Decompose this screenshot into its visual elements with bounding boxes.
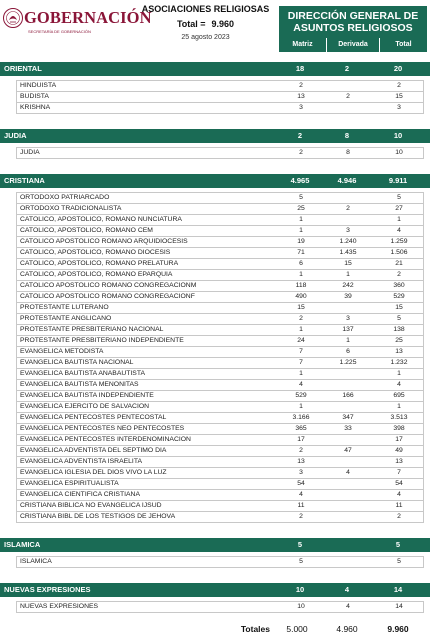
row-matriz: 7 (299, 359, 303, 366)
row-total: 13 (395, 348, 403, 355)
section-name: ORIENTAL (4, 64, 42, 73)
table-row (17, 81, 423, 92)
table-row (17, 148, 423, 159)
row-total: 27 (395, 205, 403, 212)
totals-derivada: 4.960 (336, 624, 358, 634)
table-row (17, 512, 423, 523)
row-matriz: 2 (299, 315, 303, 322)
row-total: 1 (397, 216, 401, 223)
row-total: 398 (393, 425, 405, 432)
totals-matriz: 5.000 (286, 624, 308, 634)
row-total: 4 (397, 491, 401, 498)
row-matriz: 118 (295, 282, 307, 289)
section-header (0, 129, 430, 143)
table-row (17, 413, 423, 424)
row-name: CATOLICO APOSTOLICO ROMANO ARQUIDIOCESIS (20, 238, 188, 245)
row-matriz: 3.166 (292, 414, 310, 421)
row-total: 4 (397, 227, 401, 234)
table-row (17, 103, 423, 114)
row-matriz: 11 (297, 502, 305, 509)
row-name: EVANGELICA IGLESIA DEL DIOS VIVO LA LUZ (20, 469, 167, 476)
table-row (17, 237, 423, 248)
table-row (17, 457, 423, 468)
row-matriz: 19 (297, 238, 305, 245)
table-row (17, 259, 423, 270)
row-matriz: 2 (299, 447, 303, 454)
row-total: 2 (397, 271, 401, 278)
row-derivada: 3 (346, 227, 350, 234)
row-derivada: 1.240 (339, 238, 357, 245)
row-matriz: 1 (299, 227, 303, 234)
direction-line-2: ASUNTOS RELIGIOSOS (293, 22, 413, 34)
row-matriz: 529 (295, 392, 307, 399)
row-derivada: 1.435 (339, 249, 357, 256)
row-derivada: 47 (344, 447, 352, 454)
row-total: 17 (395, 436, 403, 443)
logo-subtitle: SECRETARÍA DE GOBERNACIÓN (28, 29, 91, 34)
table-row (17, 369, 423, 380)
row-total: 5 (397, 315, 401, 322)
row-name: CRISTIANA BIBL DE LOS TESTIGOS DE JEHOVA (20, 513, 176, 520)
table-row (17, 380, 423, 391)
table-row (17, 336, 423, 347)
section-total: 5 (395, 540, 401, 549)
table-row (17, 446, 423, 457)
row-total: 15 (395, 93, 403, 100)
row-matriz: 5 (299, 194, 303, 201)
table-row (17, 479, 423, 490)
row-total: 2 (397, 513, 401, 520)
row-name: PROTESTANTE PRESBITERIANO INDEPENDIENTE (20, 337, 184, 344)
section-judia (0, 129, 430, 159)
row-name: EVANGELICA ADVENTISTA DEL SEPTIMO DIA (20, 447, 167, 454)
row-total: 11 (395, 502, 403, 509)
totals-total: 9.960 (387, 624, 409, 634)
row-total: 4 (397, 381, 401, 388)
row-matriz: 71 (297, 249, 305, 256)
table-row (17, 193, 423, 204)
row-total: 25 (395, 337, 403, 344)
row-derivada: 3 (346, 315, 350, 322)
section-derivada: 4.946 (337, 176, 357, 185)
table-row (17, 435, 423, 446)
row-derivada: 2 (346, 205, 350, 212)
row-total: 360 (393, 282, 405, 289)
table-row (17, 92, 423, 103)
section-nuevas-expresiones (0, 583, 430, 613)
row-derivada: 347 (342, 414, 354, 421)
section-name: ISLAMICA (4, 540, 41, 549)
row-total: 3 (397, 104, 401, 111)
row-name: NUEVAS EXPRESIONES (20, 603, 99, 610)
row-name: EVANGELICA ADVENTISTA ISRAELITA (20, 458, 143, 465)
row-name: PROTESTANTE ANGLICANO (20, 315, 112, 322)
row-total: 529 (393, 293, 405, 300)
row-name: EVANGELICA BAUTISTA INDEPENDIENTE (20, 392, 154, 399)
row-name: EVANGELICA EJERCITO DE SALVACION (20, 403, 150, 410)
row-derivada: 39 (344, 293, 352, 300)
totals-row (0, 622, 430, 636)
row-derivada: 2 (346, 93, 350, 100)
section-islamica (0, 538, 430, 568)
row-total: 13 (395, 458, 403, 465)
section-matriz: 18 (295, 64, 305, 73)
totals-label: Totales (240, 624, 270, 634)
section-header (0, 583, 430, 597)
row-name: EVANGELICA ESPIRITUALISTA (20, 480, 119, 487)
eagle-seal-icon (2, 6, 24, 32)
section-rows (16, 556, 424, 568)
row-total: 1.259 (390, 238, 408, 245)
section-total: 9.911 (388, 176, 408, 185)
section-matriz: 5 (297, 540, 303, 549)
row-matriz: 1 (299, 403, 303, 410)
row-matriz: 2 (299, 82, 303, 89)
table-row (17, 281, 423, 292)
row-total: 1.232 (390, 359, 408, 366)
logo-wordmark: GOBERNACIÓN (24, 8, 152, 27)
total-value: 9.960 (211, 19, 235, 29)
section-rows (16, 601, 424, 613)
row-name: EVANGELICA PENTECOSTES NEO PENTECOSTES (20, 425, 185, 432)
row-derivada: 15 (344, 260, 352, 267)
row-name: ISLAMICA (20, 558, 52, 565)
row-name: KRISHNA (20, 104, 51, 111)
row-total: 15 (395, 304, 403, 311)
row-matriz: 1 (299, 370, 303, 377)
section-derivada: 2 (344, 64, 350, 73)
row-matriz: 13 (297, 458, 305, 465)
table-row (17, 391, 423, 402)
report-date: 25 agosto 2023 (181, 34, 230, 41)
table-row (17, 358, 423, 369)
page-header (0, 0, 430, 56)
report-total (138, 19, 273, 29)
row-derivada: 166 (342, 392, 354, 399)
row-name: BUDISTA (20, 93, 49, 100)
row-name: EVANGELICA BAUTISTA ANABAUTISTA (20, 370, 146, 377)
row-matriz: 15 (297, 304, 305, 311)
row-total: 138 (393, 326, 405, 333)
direction-line-1: DIRECCIÓN GENERAL DE (287, 10, 419, 22)
section-matriz: 4.965 (290, 176, 310, 185)
row-name: HINDUISTA (20, 82, 57, 89)
section-matriz: 2 (297, 131, 303, 140)
row-matriz: 17 (297, 436, 305, 443)
row-total: 2 (397, 82, 401, 89)
row-total: 5 (397, 194, 401, 201)
row-name: EVANGELICA CIENTIFICA CRISTIANA (20, 491, 140, 498)
row-matriz: 6 (299, 260, 303, 267)
table-row (17, 424, 423, 435)
table-row (17, 204, 423, 215)
row-matriz: 2 (299, 149, 303, 156)
report-title: ASOCIACIONES RELIGIOSAS (141, 4, 270, 14)
row-name: EVANGELICA BAUTISTA MENONITAS (20, 381, 139, 388)
row-matriz: 490 (295, 293, 307, 300)
row-total: 5 (397, 558, 401, 565)
table-row (17, 557, 423, 568)
section-header (0, 538, 430, 552)
row-derivada: 8 (346, 149, 350, 156)
column-header-matriz: Matriz (279, 38, 326, 52)
section-total: 20 (393, 64, 403, 73)
row-name: CATOLICO, APOSTOLICO, ROMANO CEM (20, 227, 153, 234)
gobernacion-logo (2, 6, 152, 36)
column-header-derivada: Derivada (327, 38, 379, 52)
total-label: Total = (176, 19, 206, 29)
row-total: 49 (395, 447, 403, 454)
row-derivada: 4 (346, 603, 350, 610)
row-name: CATOLICO APOSTOLICO ROMANO CONGREGACIONM (20, 282, 197, 289)
row-name: EVANGELICA PENTECOSTES PENTECOSTAL (20, 414, 167, 421)
section-name: CRISTIANA (4, 176, 45, 185)
table-row (17, 468, 423, 479)
table-row (17, 292, 423, 303)
row-total: 14 (395, 603, 403, 610)
table-row (17, 501, 423, 512)
row-matriz: 13 (297, 93, 305, 100)
row-derivada: 1 (346, 271, 350, 278)
table-row (17, 347, 423, 358)
religion-table (0, 62, 430, 628)
table-row (17, 303, 423, 314)
row-matriz: 10 (297, 603, 305, 610)
table-row (17, 226, 423, 237)
table-row (17, 325, 423, 336)
section-name: JUDIA (4, 131, 27, 140)
row-name: CATOLICO, APOSTOLICO, ROMANO PRELATURA (20, 260, 179, 267)
row-matriz: 3 (299, 104, 303, 111)
table-row (17, 402, 423, 413)
row-matriz: 24 (297, 337, 305, 344)
section-rows (16, 147, 424, 159)
table-row (17, 602, 423, 613)
row-derivada: 4 (346, 469, 350, 476)
row-total: 1.506 (390, 249, 408, 256)
row-total: 695 (393, 392, 405, 399)
row-name: PROTESTANTE LUTERANO (20, 304, 109, 311)
row-matriz: 5 (299, 558, 303, 565)
row-derivada: 1.225 (339, 359, 357, 366)
table-row (17, 215, 423, 226)
row-derivada: 33 (344, 425, 352, 432)
row-derivada: 1 (346, 337, 350, 344)
row-derivada: 6 (346, 348, 350, 355)
row-total: 54 (395, 480, 403, 487)
row-matriz: 365 (295, 425, 307, 432)
row-matriz: 3 (299, 469, 303, 476)
row-total: 21 (395, 260, 403, 267)
section-header (0, 62, 430, 76)
row-total: 7 (397, 469, 401, 476)
row-matriz: 4 (299, 381, 303, 388)
row-name: ORTODOXO TRADICIONALISTA (20, 205, 122, 212)
row-matriz: 25 (297, 205, 305, 212)
row-derivada: 242 (342, 282, 354, 289)
row-name: CRISTIANA BIBLICA NO EVANGELICA IJSUD (20, 502, 162, 509)
section-cristiana (0, 174, 430, 523)
row-total: 3.513 (390, 414, 408, 421)
section-header (0, 174, 430, 188)
row-matriz: 1 (299, 216, 303, 223)
section-total: 14 (393, 585, 403, 594)
row-name: EVANGELICA BAUTISTA NACIONAL (20, 359, 134, 366)
table-row (17, 490, 423, 501)
row-matriz: 4 (299, 491, 303, 498)
row-name: CATOLICO APOSTOLICO ROMANO CONGREGACIONF (20, 293, 195, 300)
row-name: ORTODOXO PATRIARCADO (20, 194, 110, 201)
row-name: CATOLICO, APOSTOLICO, ROMANO DIOCESIS (20, 249, 171, 256)
row-name: CATOLICO, APOSTOLICO, ROMANO NUNCIATURA (20, 216, 182, 223)
direction-title-box (279, 6, 427, 38)
table-row (17, 270, 423, 281)
row-name: JUDIA (20, 149, 40, 156)
row-name: EVANGELICA PENTECOSTES INTERDENOMINACION (20, 436, 191, 443)
table-row (17, 248, 423, 259)
section-oriental (0, 62, 430, 114)
section-rows (16, 80, 424, 114)
row-name: PROTESTANTE PRESBITERIANO NACIONAL (20, 326, 164, 333)
row-matriz: 1 (299, 271, 303, 278)
section-total: 10 (393, 131, 403, 140)
section-rows (16, 192, 424, 523)
row-total: 10 (395, 149, 403, 156)
row-matriz: 7 (299, 348, 303, 355)
row-derivada: 137 (342, 326, 354, 333)
section-derivada: 4 (344, 585, 350, 594)
row-total: 1 (397, 403, 401, 410)
table-row (17, 314, 423, 325)
section-matriz: 10 (295, 585, 305, 594)
row-name: EVANGELICA METODISTA (20, 348, 104, 355)
column-header-total: Total (380, 38, 427, 52)
row-matriz: 1 (299, 326, 303, 333)
row-matriz: 2 (299, 513, 303, 520)
section-derivada: 8 (344, 131, 350, 140)
row-name: CATOLICO, APOSTOLICO, ROMANO EPARQUIA (20, 271, 173, 278)
row-total: 1 (397, 370, 401, 377)
row-matriz: 54 (297, 480, 305, 487)
section-name: NUEVAS EXPRESIONES (4, 585, 91, 594)
